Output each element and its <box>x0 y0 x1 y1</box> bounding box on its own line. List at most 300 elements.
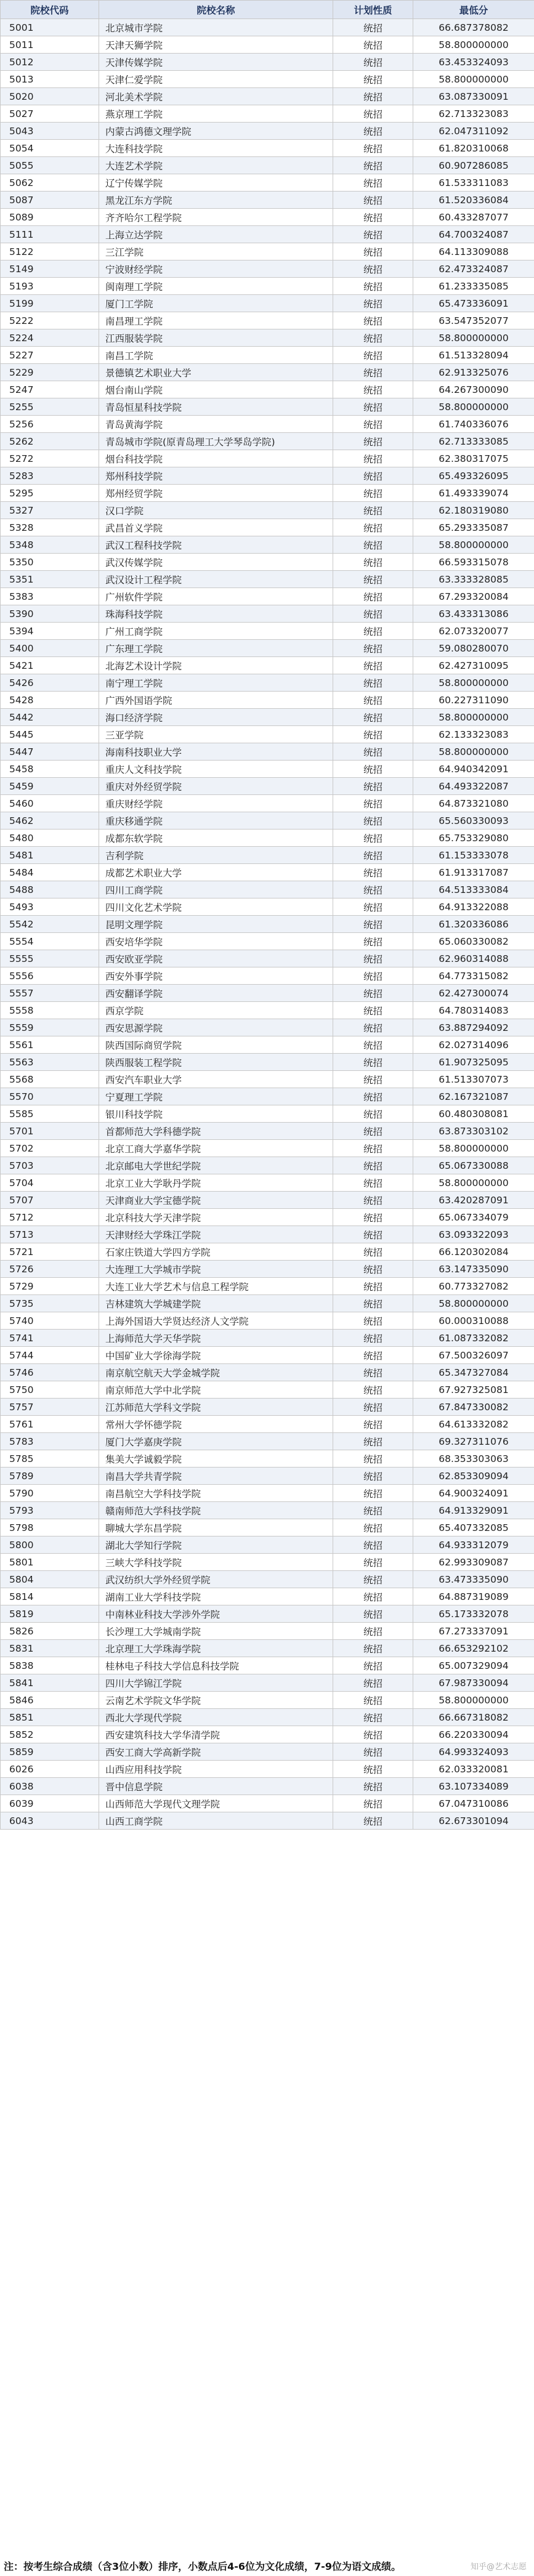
school-name-cell: 北京科技大学天津学院 <box>99 1209 333 1226</box>
plan-type-cell: 统招 <box>333 692 413 709</box>
school-code-cell: 5557 <box>1 985 99 1002</box>
plan-type-cell: 统招 <box>333 640 413 657</box>
school-code-cell: 5089 <box>1 209 99 226</box>
plan-type-cell: 统招 <box>333 1226 413 1243</box>
plan-type-cell: 统招 <box>333 209 413 226</box>
school-name-cell: 西安建筑科技大学华清学院 <box>99 1726 333 1743</box>
school-name-cell: 西北大学现代学院 <box>99 1709 333 1726</box>
school-name-cell: 大连工业大学艺术与信息工程学院 <box>99 1278 333 1295</box>
table-row <box>1 554 534 571</box>
plan-type-cell: 统招 <box>333 761 413 778</box>
plan-type-cell: 统招 <box>333 1192 413 1209</box>
min-score-cell: 65.060330082 <box>413 933 534 950</box>
plan-type-cell: 统招 <box>333 1519 413 1536</box>
plan-type-cell: 统招 <box>333 588 413 605</box>
school-name-cell: 烟台南山学院 <box>99 381 333 398</box>
school-name-cell: 湖北大学知行学院 <box>99 1536 333 1554</box>
min-score-cell: 65.007329094 <box>413 1657 534 1674</box>
school-name-cell: 重庆人文科技学院 <box>99 761 333 778</box>
table-row <box>1 278 534 295</box>
min-score-cell: 58.800000000 <box>413 536 534 554</box>
school-name-cell: 赣南师范大学科技学院 <box>99 1502 333 1519</box>
min-score-cell: 65.347327084 <box>413 1364 534 1381</box>
school-name-cell: 郑州科技学院 <box>99 467 333 485</box>
school-code-cell: 5459 <box>1 778 99 795</box>
table-row <box>1 1105 534 1123</box>
plan-type-cell: 统招 <box>333 192 413 209</box>
table-row <box>1 692 534 709</box>
min-score-cell: 64.940342091 <box>413 761 534 778</box>
plan-type-cell: 统招 <box>333 1468 413 1485</box>
table-row <box>1 1623 534 1640</box>
min-score-cell: 64.913329091 <box>413 1502 534 1519</box>
plan-type-cell: 统招 <box>333 1416 413 1433</box>
school-name-cell: 海南科技职业大学 <box>99 743 333 761</box>
plan-type-cell: 统招 <box>333 71 413 88</box>
school-code-cell: 5012 <box>1 54 99 71</box>
min-score-cell: 67.047310086 <box>413 1795 534 1812</box>
school-code-cell: 5149 <box>1 260 99 278</box>
school-code-cell: 6039 <box>1 1795 99 1812</box>
plan-type-cell: 统招 <box>333 1502 413 1519</box>
table-row <box>1 881 534 898</box>
school-name-cell: 湖南工业大学科技学院 <box>99 1588 333 1605</box>
plan-type-cell: 统招 <box>333 1312 413 1330</box>
school-name-cell: 汉口学院 <box>99 502 333 519</box>
min-score-cell: 64.773315082 <box>413 967 534 985</box>
table-row <box>1 795 534 812</box>
school-name-cell: 青岛黄海学院 <box>99 416 333 433</box>
school-name-cell: 云南艺术学院文华学院 <box>99 1692 333 1709</box>
plan-type-cell: 统招 <box>333 243 413 260</box>
school-code-cell: 5054 <box>1 140 99 157</box>
table-row <box>1 1002 534 1019</box>
table-row <box>1 1502 534 1519</box>
table-row <box>1 1157 534 1174</box>
school-name-cell: 四川大学锦江学院 <box>99 1674 333 1692</box>
table-row <box>1 778 534 795</box>
min-score-cell: 62.027314096 <box>413 1036 534 1054</box>
school-code-cell: 5011 <box>1 36 99 54</box>
plan-type-cell: 统招 <box>333 864 413 881</box>
school-name-cell: 上海师范大学天华学院 <box>99 1330 333 1347</box>
school-name-cell: 西安外事学院 <box>99 967 333 985</box>
table-row <box>1 1536 534 1554</box>
plan-type-cell: 统招 <box>333 1554 413 1571</box>
school-code-cell: 5458 <box>1 761 99 778</box>
table-row <box>1 1795 534 1812</box>
school-name-cell: 齐齐哈尔工程学院 <box>99 209 333 226</box>
watermark: 知乎@艺术志愿 <box>469 2560 528 2572</box>
school-name-cell: 广东理工学院 <box>99 640 333 657</box>
min-score-cell: 61.320336086 <box>413 916 534 933</box>
min-score-cell: 63.093322093 <box>413 1226 534 1243</box>
school-name-cell: 石家庄铁道大学四方学院 <box>99 1243 333 1261</box>
plan-type-cell: 统招 <box>333 1692 413 1709</box>
table-row <box>1 985 534 1002</box>
table-row <box>1 1071 534 1088</box>
min-score-cell: 64.900324091 <box>413 1485 534 1502</box>
min-score-cell: 61.520336084 <box>413 192 534 209</box>
school-name-cell: 南昌航空大学科技学院 <box>99 1485 333 1502</box>
school-code-cell: 5256 <box>1 416 99 433</box>
school-code-cell: 5027 <box>1 105 99 123</box>
plan-type-cell: 统招 <box>333 1623 413 1640</box>
table-row <box>1 450 534 467</box>
table-row <box>1 1019 534 1036</box>
min-score-cell: 61.907325095 <box>413 1054 534 1071</box>
plan-type-cell: 统招 <box>333 1036 413 1054</box>
min-score-cell: 64.780314083 <box>413 1002 534 1019</box>
school-name-cell: 西安思源学院 <box>99 1019 333 1036</box>
school-name-cell: 广州工商学院 <box>99 623 333 640</box>
header-row <box>1 1 534 19</box>
school-code-cell: 5701 <box>1 1123 99 1140</box>
min-score-cell: 64.113309088 <box>413 243 534 260</box>
school-name-cell: 三峡大学科技学院 <box>99 1554 333 1571</box>
min-score-cell: 58.800000000 <box>413 743 534 761</box>
table-row <box>1 1123 534 1140</box>
school-name-cell: 烟台科技学院 <box>99 450 333 467</box>
min-score-cell: 58.800000000 <box>413 1692 534 1709</box>
school-code-cell: 5442 <box>1 709 99 726</box>
table-row <box>1 933 534 950</box>
min-score-cell: 65.560330093 <box>413 812 534 830</box>
min-score-cell: 61.513307073 <box>413 1071 534 1088</box>
school-code-cell: 5852 <box>1 1726 99 1743</box>
min-score-cell: 66.220330094 <box>413 1726 534 1743</box>
min-score-cell: 62.133323083 <box>413 726 534 743</box>
min-score-cell: 61.533311083 <box>413 174 534 192</box>
table-row <box>1 1243 534 1261</box>
plan-type-cell: 统招 <box>333 295 413 312</box>
school-code-cell: 5785 <box>1 1450 99 1468</box>
school-name-cell: 珠海科技学院 <box>99 605 333 623</box>
table-row <box>1 209 534 226</box>
school-code-cell: 5563 <box>1 1054 99 1071</box>
school-name-cell: 西安翻译学院 <box>99 985 333 1002</box>
school-code-cell: 5801 <box>1 1554 99 1571</box>
plan-type-cell: 统招 <box>333 519 413 536</box>
school-name-cell: 晋中信息学院 <box>99 1778 333 1795</box>
table-row <box>1 1709 534 1726</box>
school-code-cell: 5707 <box>1 1192 99 1209</box>
school-code-cell: 5568 <box>1 1071 99 1088</box>
min-score-cell: 61.740336076 <box>413 416 534 433</box>
min-score-cell: 64.887319089 <box>413 1588 534 1605</box>
plan-type-cell: 统招 <box>333 795 413 812</box>
school-code-cell: 5789 <box>1 1468 99 1485</box>
table-row <box>1 485 534 502</box>
table-row <box>1 1330 534 1347</box>
plan-type-cell: 统招 <box>333 36 413 54</box>
min-score-cell: 60.480308081 <box>413 1105 534 1123</box>
school-name-cell: 重庆对外经贸学院 <box>99 778 333 795</box>
table-row <box>1 502 534 519</box>
table-row <box>1 864 534 881</box>
min-score-cell: 63.333328085 <box>413 571 534 588</box>
plan-type-cell: 统招 <box>333 1054 413 1071</box>
table-row <box>1 967 534 985</box>
min-score-cell: 63.107334089 <box>413 1778 534 1795</box>
min-score-cell: 62.180319080 <box>413 502 534 519</box>
school-code-cell: 5445 <box>1 726 99 743</box>
school-code-cell: 5814 <box>1 1588 99 1605</box>
plan-type-cell: 统招 <box>333 157 413 174</box>
plan-type-cell: 统招 <box>333 1364 413 1381</box>
min-score-cell: 63.087330091 <box>413 88 534 105</box>
plan-type-cell: 统招 <box>333 1778 413 1795</box>
school-code-cell: 6026 <box>1 1761 99 1778</box>
school-name-cell: 黑龙江东方学院 <box>99 192 333 209</box>
header-school-code: 院校代码 <box>1 1 99 19</box>
plan-type-cell: 统招 <box>333 1330 413 1347</box>
school-name-cell: 西安工商大学高新学院 <box>99 1743 333 1761</box>
school-name-cell: 北京理工大学珠海学院 <box>99 1640 333 1657</box>
plan-type-cell: 统招 <box>333 1709 413 1726</box>
school-name-cell: 厦门大学嘉庚学院 <box>99 1433 333 1450</box>
school-name-cell: 南京师范大学中北学院 <box>99 1381 333 1399</box>
school-name-cell: 四川工商学院 <box>99 881 333 898</box>
school-name-cell: 上海立达学院 <box>99 226 333 243</box>
min-score-cell: 64.873321080 <box>413 795 534 812</box>
min-score-cell: 63.433313086 <box>413 605 534 623</box>
plan-type-cell: 统招 <box>333 433 413 450</box>
school-name-cell: 厦门工学院 <box>99 295 333 312</box>
table-row <box>1 105 534 123</box>
plan-type-cell: 统招 <box>333 967 413 985</box>
school-name-cell: 南昌理工学院 <box>99 312 333 329</box>
school-code-cell: 5542 <box>1 916 99 933</box>
plan-type-cell: 统招 <box>333 54 413 71</box>
plan-type-cell: 统招 <box>333 1278 413 1295</box>
table-row <box>1 1571 534 1588</box>
table-row <box>1 1347 534 1364</box>
school-name-cell: 南京航空航天大学金城学院 <box>99 1364 333 1381</box>
school-code-cell: 5488 <box>1 881 99 898</box>
plan-type-cell: 统招 <box>333 571 413 588</box>
school-code-cell: 5247 <box>1 381 99 398</box>
table-row <box>1 1588 534 1605</box>
school-code-cell: 5460 <box>1 795 99 812</box>
school-code-cell: 5831 <box>1 1640 99 1657</box>
min-score-cell: 65.067334079 <box>413 1209 534 1226</box>
plan-type-cell: 统招 <box>333 726 413 743</box>
plan-type-cell: 统招 <box>333 105 413 123</box>
school-name-cell: 广州软件学院 <box>99 588 333 605</box>
school-code-cell: 5741 <box>1 1330 99 1347</box>
school-code-cell: 5846 <box>1 1692 99 1709</box>
school-code-cell: 5227 <box>1 347 99 364</box>
table-row <box>1 830 534 847</box>
plan-type-cell: 统招 <box>333 950 413 967</box>
table-row <box>1 19 534 36</box>
school-name-cell: 海口经济学院 <box>99 709 333 726</box>
table-row <box>1 1812 534 1830</box>
table-row <box>1 674 534 692</box>
plan-type-cell: 统招 <box>333 1019 413 1036</box>
school-code-cell: 5750 <box>1 1381 99 1399</box>
school-code-cell: 5726 <box>1 1261 99 1278</box>
table-row <box>1 398 534 416</box>
school-code-cell: 5790 <box>1 1485 99 1502</box>
table-row <box>1 123 534 140</box>
min-score-cell: 62.673301094 <box>413 1812 534 1830</box>
plan-type-cell: 统招 <box>333 1433 413 1450</box>
table-row <box>1 1485 534 1502</box>
school-name-cell: 大连艺术学院 <box>99 157 333 174</box>
plan-type-cell: 统招 <box>333 916 413 933</box>
table-row <box>1 1692 534 1709</box>
school-code-cell: 5262 <box>1 433 99 450</box>
min-score-cell: 58.800000000 <box>413 674 534 692</box>
min-score-cell: 58.800000000 <box>413 36 534 54</box>
plan-type-cell: 统招 <box>333 1174 413 1192</box>
table-row <box>1 1416 534 1433</box>
plan-type-cell: 统招 <box>333 1450 413 1468</box>
table-row <box>1 1450 534 1468</box>
plan-type-cell: 统招 <box>333 329 413 347</box>
school-name-cell: 北京工业大学耿丹学院 <box>99 1174 333 1192</box>
table-row <box>1 1174 534 1192</box>
min-score-cell: 69.327311076 <box>413 1433 534 1450</box>
table-row <box>1 312 534 329</box>
school-name-cell: 成都艺术职业大学 <box>99 864 333 881</box>
school-name-cell: 西安欧亚学院 <box>99 950 333 967</box>
school-name-cell: 北京工商大学嘉华学院 <box>99 1140 333 1157</box>
school-name-cell: 郑州经贸学院 <box>99 485 333 502</box>
min-score-cell: 61.913317087 <box>413 864 534 881</box>
school-code-cell: 5819 <box>1 1605 99 1623</box>
school-code-cell: 5283 <box>1 467 99 485</box>
school-code-cell: 5351 <box>1 571 99 588</box>
table-row <box>1 1312 534 1330</box>
plan-type-cell: 统招 <box>333 1088 413 1105</box>
plan-type-cell: 统招 <box>333 278 413 295</box>
school-code-cell: 5020 <box>1 88 99 105</box>
min-score-cell: 62.427300074 <box>413 985 534 1002</box>
table-row <box>1 54 534 71</box>
school-code-cell: 5555 <box>1 950 99 967</box>
min-score-cell: 63.147335090 <box>413 1261 534 1278</box>
min-score-cell: 62.473324087 <box>413 260 534 278</box>
table-row <box>1 1468 534 1485</box>
min-score-cell: 63.453324093 <box>413 54 534 71</box>
school-code-cell: 5272 <box>1 450 99 467</box>
school-code-cell: 5735 <box>1 1295 99 1312</box>
school-code-cell: 5800 <box>1 1536 99 1554</box>
school-name-cell: 南宁理工学院 <box>99 674 333 692</box>
table-row <box>1 1778 534 1795</box>
min-score-cell: 67.927325081 <box>413 1381 534 1399</box>
min-score-cell: 63.420287091 <box>413 1192 534 1209</box>
school-name-cell: 天津仁爱学院 <box>99 71 333 88</box>
school-code-cell: 5295 <box>1 485 99 502</box>
plan-type-cell: 统招 <box>333 881 413 898</box>
min-score-cell: 62.993309087 <box>413 1554 534 1571</box>
plan-type-cell: 统招 <box>333 985 413 1002</box>
table-row <box>1 1519 534 1536</box>
school-name-cell: 中南林业科技大学涉外学院 <box>99 1605 333 1623</box>
table-row <box>1 1640 534 1657</box>
table-row <box>1 88 534 105</box>
plan-type-cell: 统招 <box>333 1381 413 1399</box>
header-min-score: 最低分 <box>413 1 534 19</box>
table-row <box>1 1278 534 1295</box>
min-score-cell: 61.493339074 <box>413 485 534 502</box>
school-code-cell: 5703 <box>1 1157 99 1174</box>
school-name-cell: 江西服装学院 <box>99 329 333 347</box>
table-body <box>1 19 534 1830</box>
school-code-cell: 5001 <box>1 19 99 36</box>
school-code-cell: 6043 <box>1 1812 99 1830</box>
plan-type-cell: 统招 <box>333 1726 413 1743</box>
min-score-cell: 64.513333084 <box>413 881 534 898</box>
min-score-cell: 62.073320077 <box>413 623 534 640</box>
plan-type-cell: 统招 <box>333 1743 413 1761</box>
school-name-cell: 北海艺术设计学院 <box>99 657 333 674</box>
school-name-cell: 集美大学诚毅学院 <box>99 1450 333 1468</box>
school-code-cell: 5350 <box>1 554 99 571</box>
table-row <box>1 364 534 381</box>
min-score-cell: 60.000310088 <box>413 1312 534 1330</box>
school-name-cell: 南昌大学共青学院 <box>99 1468 333 1485</box>
table-row <box>1 433 534 450</box>
school-name-cell: 三亚学院 <box>99 726 333 743</box>
min-score-cell: 62.960314088 <box>413 950 534 967</box>
school-code-cell: 5193 <box>1 278 99 295</box>
header-school-name: 院校名称 <box>99 1 333 19</box>
plan-type-cell: 统招 <box>333 123 413 140</box>
school-code-cell: 5328 <box>1 519 99 536</box>
min-score-cell: 67.987330094 <box>413 1674 534 1692</box>
school-name-cell: 重庆财经学院 <box>99 795 333 812</box>
min-score-cell: 62.713333085 <box>413 433 534 450</box>
school-name-cell: 上海外国语大学贤达经济人文学院 <box>99 1312 333 1330</box>
school-code-cell: 5484 <box>1 864 99 881</box>
min-score-cell: 62.047311092 <box>413 123 534 140</box>
min-score-cell: 63.547352077 <box>413 312 534 329</box>
plan-type-cell: 统招 <box>333 1674 413 1692</box>
table-row <box>1 1433 534 1450</box>
table-row <box>1 347 534 364</box>
min-score-cell: 58.800000000 <box>413 709 534 726</box>
min-score-cell: 65.173332078 <box>413 1605 534 1623</box>
school-code-cell: 5859 <box>1 1743 99 1761</box>
min-score-cell: 63.887294092 <box>413 1019 534 1036</box>
school-name-cell: 武汉设计工程学院 <box>99 571 333 588</box>
min-score-cell: 58.800000000 <box>413 71 534 88</box>
school-code-cell: 5481 <box>1 847 99 864</box>
school-code-cell: 5428 <box>1 692 99 709</box>
table-row <box>1 571 534 588</box>
school-name-cell: 聊城大学东昌学院 <box>99 1519 333 1536</box>
plan-type-cell: 统招 <box>333 812 413 830</box>
school-name-cell: 广西外国语学院 <box>99 692 333 709</box>
school-code-cell: 5570 <box>1 1088 99 1105</box>
school-code-cell: 5222 <box>1 312 99 329</box>
school-code-cell: 5383 <box>1 588 99 605</box>
table-row <box>1 847 534 864</box>
school-name-cell: 成都东软学院 <box>99 830 333 847</box>
school-name-cell: 北京邮电大学世纪学院 <box>99 1157 333 1174</box>
school-name-cell: 陕西服装工程学院 <box>99 1054 333 1071</box>
table-row <box>1 243 534 260</box>
table-row <box>1 1605 534 1623</box>
table-row <box>1 174 534 192</box>
min-score-cell: 62.033320081 <box>413 1761 534 1778</box>
table-row <box>1 1209 534 1226</box>
